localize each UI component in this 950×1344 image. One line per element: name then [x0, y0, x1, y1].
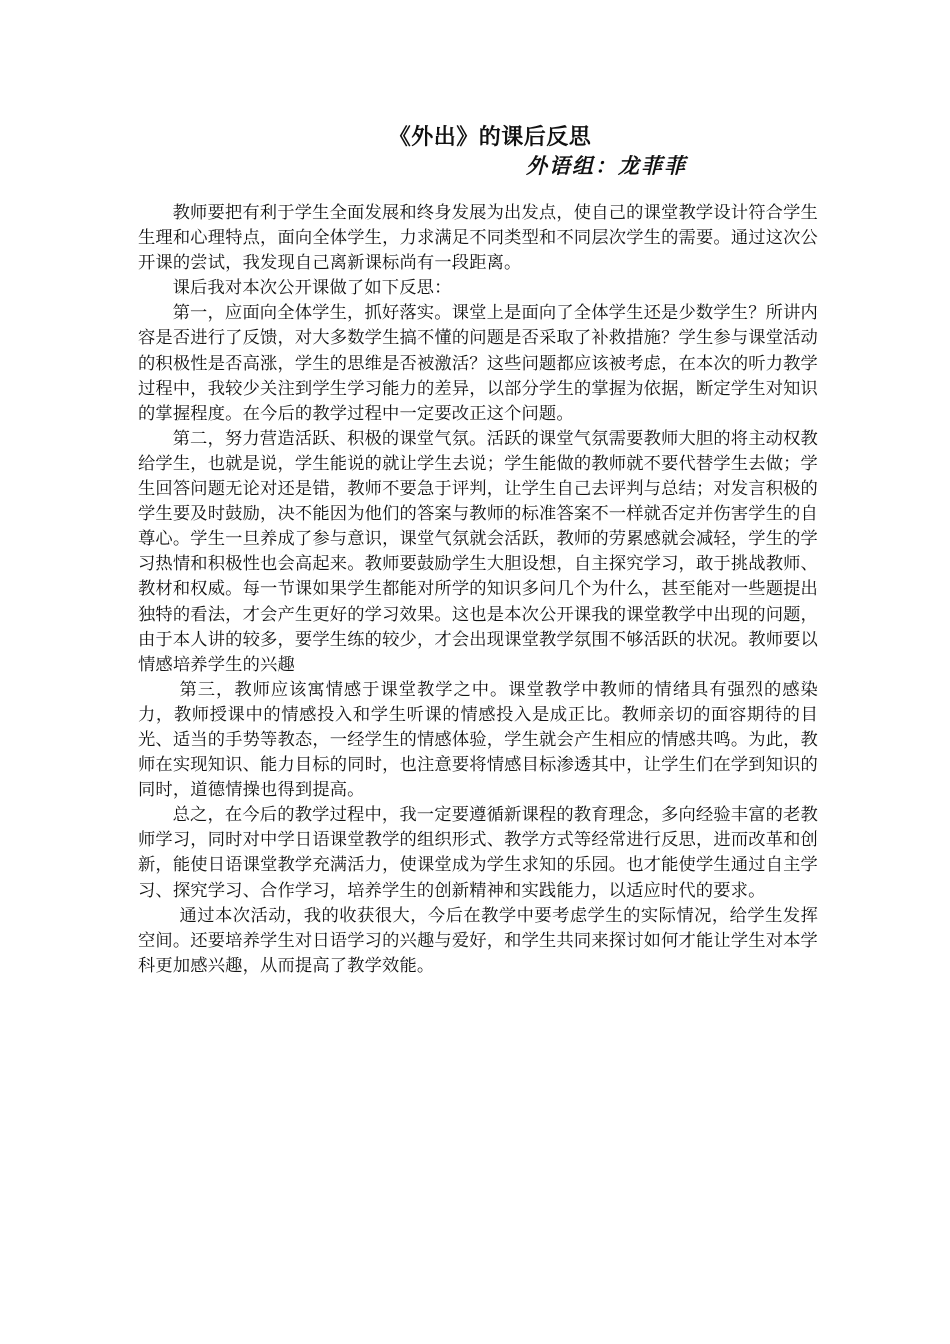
paragraph-point-three: 第三，教师应该寓情感于课堂教学之中。课堂教学中教师的情绪具有强烈的感染力，教师授课中的情感投入和学生听课的情感投入是成正比。教师亲切的面容期待的目光、适当的手势等教态，一经学生的情感体验，学生就会产生相应的情感共鸣。为此，教师在实现知识、能力目标的同时，也注意要将情感目标渗透其中，让学生们在学到知识的同时，道德情操也得到提高。: [138, 679, 818, 801]
paragraph-point-two: 第二，努力营造活跃、积极的课堂气氛。活跃的课堂气氛需要教师大胆的将主动权教给学生，也就是说，学生能说的就让学生去说；学生能做的教师就不要代替学生去做；学生回答问题无论对还是错，教师不要急于评判，让学生自己去评判与总结；对发言积极的学生要及时鼓励，决不能因为他们的答案与教师的标准答案不一样就否定并伤害学生的自尊心。学生一旦养成了参与意识，课堂气氛就会活跃，教师的劳累感就会减轻，学生的学习热情和积极性也会高起来。教师要鼓励学生大胆设想，自主探究学习，敢于挑战教师、教材和权威。每一节课如果学生都能对所学的知识多问几个为什么，甚至能对一些题提出独特的看法，才会产生更好的学习效果。这也是本次公开课我的课堂教学中出现的问题，由于本人讲的较多，要学生练的较少，才会出现课堂教学氛围不够活跃的状况。教师要以情感培养学生的兴趣: [138, 428, 818, 675]
document-body: [138, 201, 818, 979]
paragraph-closing: 通过本次活动，我的收获很大，今后在教学中要考虑学生的实际情况，给学生发挥空间。还要培养学生对日语学习的兴趣与爱好，和学生共同来探讨如何才能让学生对本学科更加感兴趣，从而提高了教学效能。: [138, 905, 818, 976]
paragraph-point-one: 第一，应面向全体学生，抓好落实。课堂上是面向了全体学生还是少数学生？所讲内容是否进行了反馈，对大多数学生搞不懂的问题是否采取了补救措施？学生参与课堂活动的积极性是否高涨，学生的思维是否被激活？这些问题都应该被考虑，在本次的听力教学过程中，我较少关注到学生学习能力的差异，以部分学生的掌握为依据，断定学生对知识的掌握程度。在今后的教学过程中一定要改正这个问题。: [138, 303, 818, 424]
document-author: 外语组：龙菲菲: [526, 154, 687, 178]
document-title: 《外出》的课后反思: [388, 125, 592, 150]
paragraph-intro: 教师要把有利于学生全面发展和终身发展为出发点，使自己的课堂教学设计符合学生生理和心理特点，面向全体学生，力求满足不同类型和不同层次学生的需要。通过这次公开课的尝试，我发现自己离新课标尚有一段距离。: [138, 203, 818, 274]
paragraph-summary: 总之，在今后的教学过程中，我一定要遵循新课程的教育理念，多向经验丰富的老教师学习，同时对中学日语课堂教学的组织形式、教学方式等经常进行反思，进而改革和创新，能使日语课堂教学充满活力，使课堂成为学生求知的乐园。也才能使学生通过自主学习、探究学习、合作学习，培养学生的创新精神和实践能力，以适应时代的要求。: [138, 805, 818, 901]
paragraph-reflection-lead: 课后我对本次公开课做了如下反思：: [172, 278, 452, 299]
